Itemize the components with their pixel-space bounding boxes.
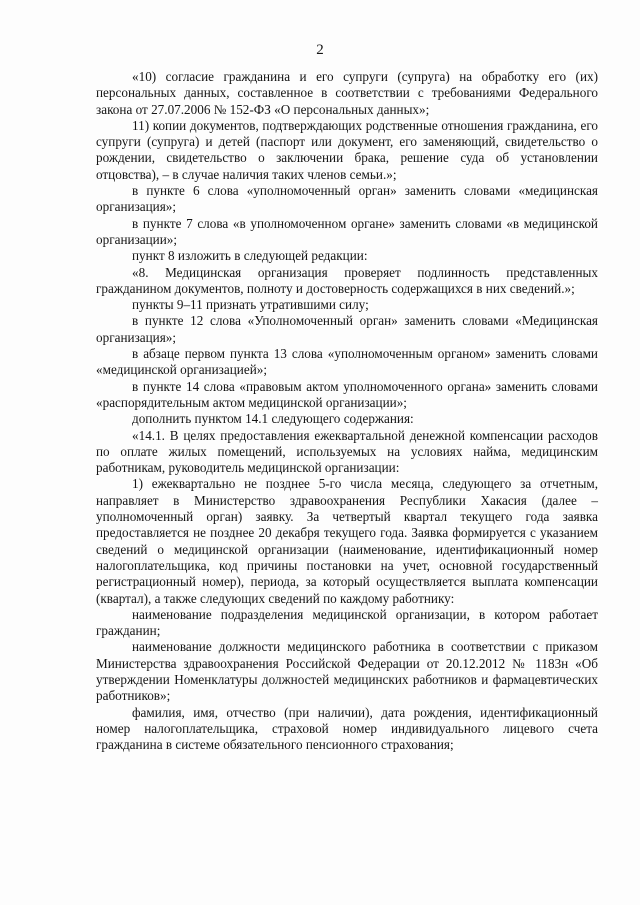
paragraph-clause-12: в пункте 12 слова «Уполномоченный орган» заменить словами «Медицинская организация»; xyxy=(96,313,598,345)
paragraph-personal-details: фамилия, имя, отчество (при наличии), дата рождения, идентификационный номер налогоплательщика, страховой номер индивидуального лицевого счета гражданина в системе обязательного пенсионного страхования; xyxy=(96,704,598,753)
paragraph-subitem-1: 1) ежеквартально не позднее 5-го числа месяца, следующего за отчетным, направляет в Министерство здравоохранения Республики Хакасия (далее – уполномоченный орган) заявку. За четвертый квартал текущего года заявка предоставляется не позднее 20 декабря текущего года. Заявка формируется с указанием сведений о медицинской организации (наименование, идентификационный номер налогоплательщика, код причины постановки на учет, основной государственный регистрационный номер), периода, за который осуществляется выплата компенсации (квартал), а также следующих сведений по каждому работнику: xyxy=(96,476,598,606)
paragraph-item-10-consent: «10) согласие гражданина и его супруги (супруга) на обработку его (их) персональных данных, составленное в соответствии с требованиями Федерального закона от 27.07.2006 № 152-ФЗ «О персональных данных»; xyxy=(96,69,598,117)
page-number: 2 xyxy=(316,42,324,58)
paragraph-clause-8-intro: пункт 8 изложить в следующей редакции: xyxy=(132,248,368,264)
paragraph-clause-13: в абзаце первом пункта 13 слова «уполномоченным органом» заменить словами «медицинской организацией»; xyxy=(96,346,598,378)
paragraph-clause-6: в пункте 6 слова «уполномоченный орган» заменить словами «медицинская организация»; xyxy=(96,183,598,215)
document-body xyxy=(96,69,598,753)
paragraph-position-name: наименование должности медицинского работника в соответствии с приказом Министерства здравоохранения Российской Федерации от 20.12.2012 № 1183н «Об утверждении Номенклатуры должностей медицинских работников и фармацевтических работников»; xyxy=(96,639,598,704)
paragraph-clause-8-text: «8. Медицинская организация проверяет подлинность представленных гражданином документов, полноту и достоверность содержащихся в них сведений.»; xyxy=(96,264,598,296)
paragraph-clause-14-1-text: «14.1. В целях предоставления ежеквартальной денежной компенсации расходов по оплате жилых помещений, используемых на условиях найма, медицинским работникам, руководитель медицинской организации: xyxy=(96,427,598,476)
paragraph-clause-14-1-intro: дополнить пунктом 14.1 следующего содержания: xyxy=(132,411,414,427)
paragraph-clauses-9-11: пункты 9–11 признать утратившими силу; xyxy=(132,297,369,313)
paragraph-clause-14: в пункте 14 слова «правовым актом уполномоченного органа» заменить словами «распорядительным актом медицинской организации»; xyxy=(96,378,598,410)
paragraph-department-name: наименование подразделения медицинской организации, в котором работает гражданин; xyxy=(96,606,598,639)
paragraph-item-11-copies: 11) копии документов, подтверждающих родственные отношения гражданина, его супруги (супруга) и детей (паспорт или документ, его заменяющий, свидетельство о рождении, свидетельство о заключении брака, решение суда об установлении отцовства), – в случае наличия таких членов семьи.»; xyxy=(96,117,598,182)
paragraph-clause-7: в пункте 7 слова «в уполномоченном органе» заменить словами «в медицинской организации»; xyxy=(96,215,598,247)
